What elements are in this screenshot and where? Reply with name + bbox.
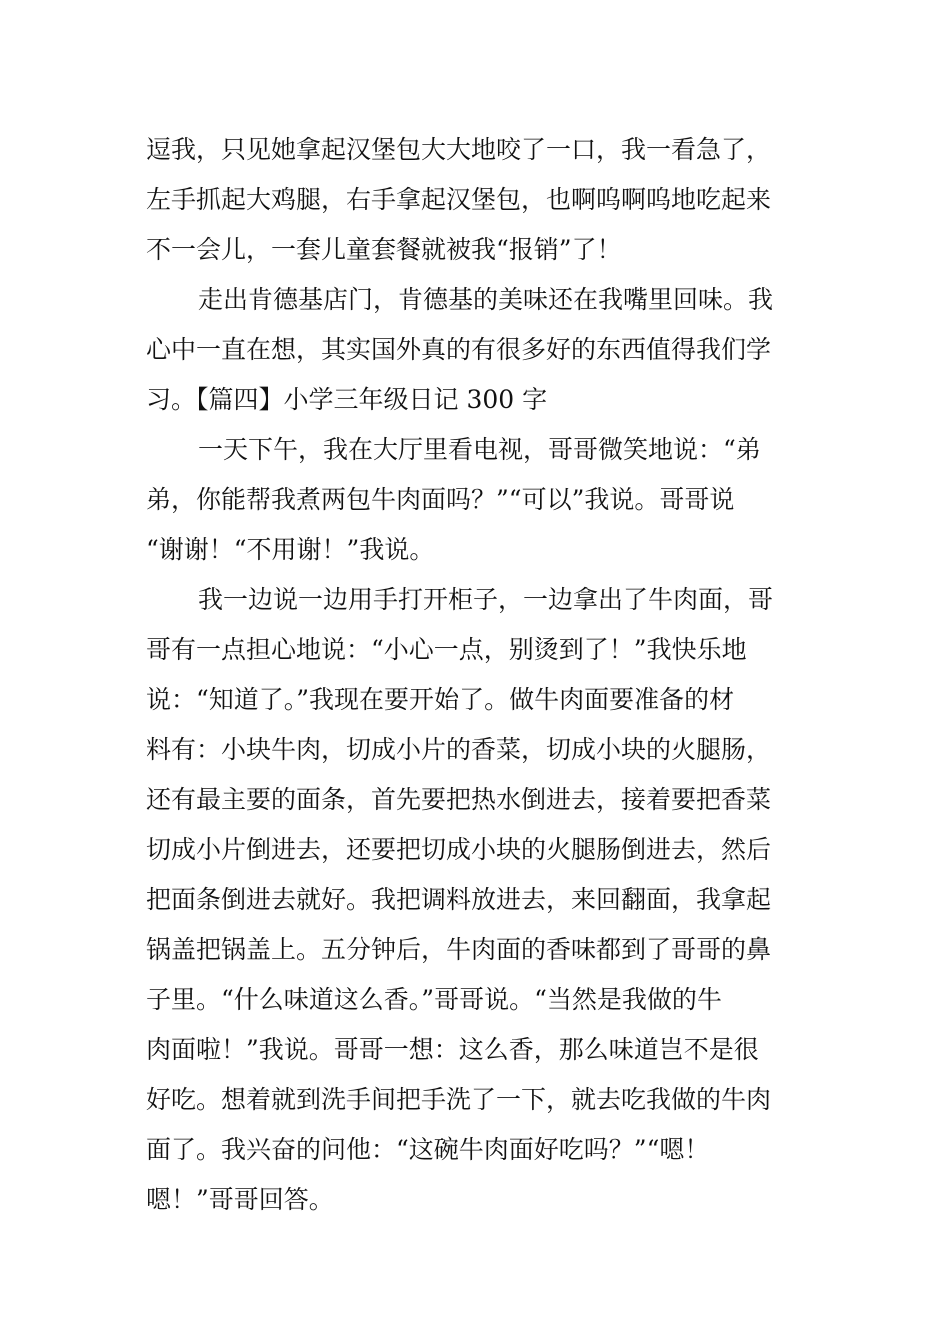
- text-line: 左手抓起大鸡腿，右手拿起汉堡包，也啊呜啊呜地吃起来: [146, 185, 772, 214]
- text-line: “谢谢！“不用谢！”我说。: [146, 535, 435, 564]
- text-line: 弟，你能帮我煮两包牛肉面吗？”“可以”我说。哥哥说: [146, 485, 735, 514]
- text-line: 还有最主要的面条，首先要把热水倒进去，接着要把香菜: [146, 785, 772, 814]
- text-line: 走出肯德基店门，肯德基的美味还在我嘴里回味。我: [198, 285, 774, 314]
- text-line: 切成小片倒进去，还要把切成小块的火腿肠倒进去，然后: [146, 835, 772, 864]
- text-line: 子里。“什么味道这么香。”哥哥说。“当然是我做的牛: [146, 985, 722, 1014]
- text-line: 逗我，只见她拿起汉堡包大大地咬了一口，我一看急了，: [146, 135, 772, 164]
- text-line: 锅盖把锅盖上。五分钟后，牛肉面的香味都到了哥哥的鼻: [146, 935, 772, 964]
- text-line: 一天下午，我在大厅里看电视，哥哥微笑地说：“弟: [198, 435, 761, 464]
- text-line: 我一边说一边用手打开柜子，一边拿出了牛肉面，哥: [198, 585, 774, 614]
- text-line: 说：“知道了。”我现在要开始了。做牛肉面要准备的材: [146, 685, 735, 714]
- text-line: 习。【篇四】小学三年级日记 300 字: [146, 385, 548, 414]
- text-line: 肉面啦！”我说。哥哥一想：这么香，那么味道岂不是很: [146, 1035, 759, 1064]
- text-line: 好吃。想着就到洗手间把手洗了一下，就去吃我做的牛肉: [146, 1085, 772, 1114]
- text-line: 哥有一点担心地说：“小心一点，别烫到了！”我快乐地: [146, 635, 747, 664]
- text-line: 料有：小块牛肉，切成小片的香菜，切成小块的火腿肠，: [146, 735, 772, 764]
- text-line: 把面条倒进去就好。我把调料放进去，来回翻面，我拿起: [146, 885, 772, 914]
- text-line: 嗯！”哥哥回答。: [146, 1185, 334, 1214]
- text-line: 面了。我兴奋的问他：“这碗牛肉面好吃吗？”“嗯！: [146, 1135, 710, 1164]
- text-line: 心中一直在想，其实国外真的有很多好的东西值得我们学: [146, 335, 772, 364]
- document-body: [146, 125, 808, 1225]
- text-line: 不一会儿，一套儿童套餐就被我“报销”了！: [146, 235, 622, 264]
